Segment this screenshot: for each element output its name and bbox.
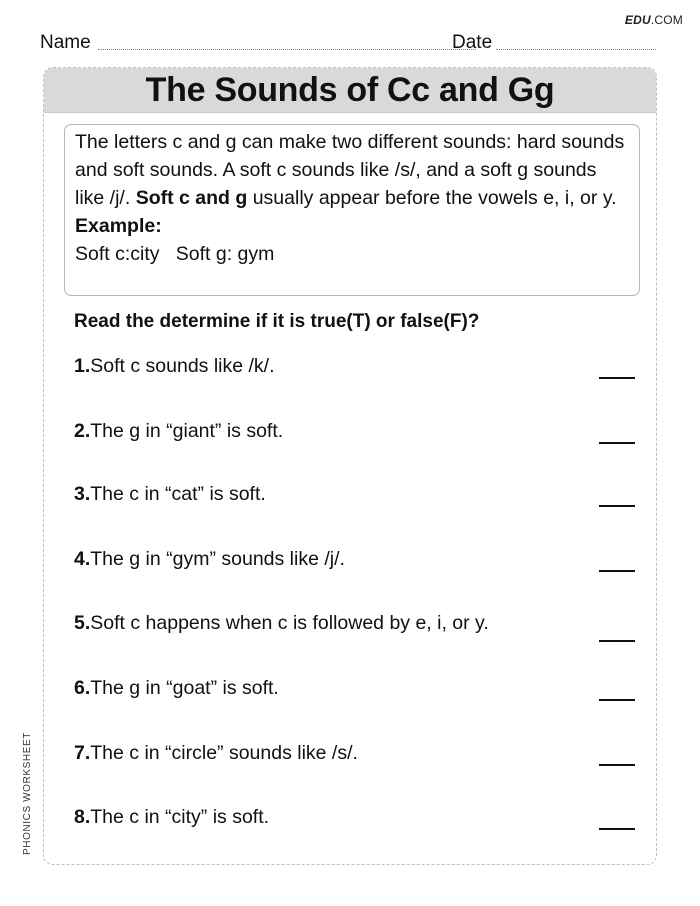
name-date-header — [40, 30, 658, 54]
question-number: 1. — [74, 355, 91, 377]
answer-blank[interactable] — [599, 442, 635, 444]
answer-blank[interactable] — [599, 640, 635, 642]
brand-logo-suffix: .COM — [650, 13, 683, 27]
info-text-bold: Soft c and g — [135, 187, 248, 209]
example-label: Example: — [75, 215, 162, 237]
question-3 — [74, 483, 634, 519]
question-number: 2. — [74, 420, 91, 442]
info-paragraph — [75, 128, 629, 212]
name-label: Name — [40, 32, 91, 53]
answer-blank[interactable] — [599, 828, 635, 830]
example-text: Soft c:city Soft g: gym — [75, 243, 275, 265]
info-text-b: usually appear before the vowels e, i, or y. — [247, 187, 617, 209]
question-number: 4. — [74, 548, 91, 570]
question-text: The c in “circle” sounds like /s/. — [90, 742, 358, 764]
question-number: 7. — [74, 742, 91, 764]
question-number: 8. — [74, 806, 91, 828]
question-text: The g in “giant” is soft. — [90, 420, 284, 442]
side-label: PHONICS WORKSHEET — [22, 732, 33, 855]
page-title: The Sounds of Cc and Gg — [145, 71, 555, 109]
answer-blank[interactable] — [599, 764, 635, 766]
answer-blank[interactable] — [599, 699, 635, 701]
question-number: 5. — [74, 612, 91, 634]
answer-blank[interactable] — [599, 570, 635, 572]
name-field[interactable] — [98, 49, 476, 50]
question-7 — [74, 742, 634, 778]
question-text: The g in “gym” sounds like /j/. — [90, 548, 345, 570]
question-text: The c in “city” is soft. — [90, 806, 270, 828]
question-6 — [74, 677, 634, 713]
worksheet-card — [43, 67, 657, 865]
question-5 — [74, 612, 634, 648]
question-1 — [74, 355, 634, 391]
brand-logo-bold: EDU — [624, 13, 651, 27]
date-label: Date — [452, 32, 493, 53]
date-field[interactable] — [496, 49, 656, 50]
question-text: The g in “goat” is soft. — [90, 677, 279, 699]
title-bar — [44, 68, 656, 113]
question-text: Soft c happens when c is followed by e, i, or y. — [90, 612, 489, 634]
answer-blank[interactable] — [599, 377, 635, 379]
question-text: The c in “cat” is soft. — [90, 483, 266, 505]
answer-blank[interactable] — [599, 505, 635, 507]
brand-logo — [625, 13, 683, 27]
question-number: 3. — [74, 483, 91, 505]
question-number: 6. — [74, 677, 91, 699]
question-2 — [74, 420, 634, 456]
info-text-a: The letters c and g can make two different sounds: hard sounds and soft sounds. A soft c sounds like /s/, and a soft g sounds like /j/. — [75, 131, 625, 209]
instruction: Read the determine if it is true(T) or false(F)? — [74, 311, 480, 332]
question-text: Soft c sounds like /k/. — [90, 355, 275, 377]
question-8 — [74, 806, 634, 842]
info-box — [64, 124, 640, 296]
question-4 — [74, 548, 634, 584]
